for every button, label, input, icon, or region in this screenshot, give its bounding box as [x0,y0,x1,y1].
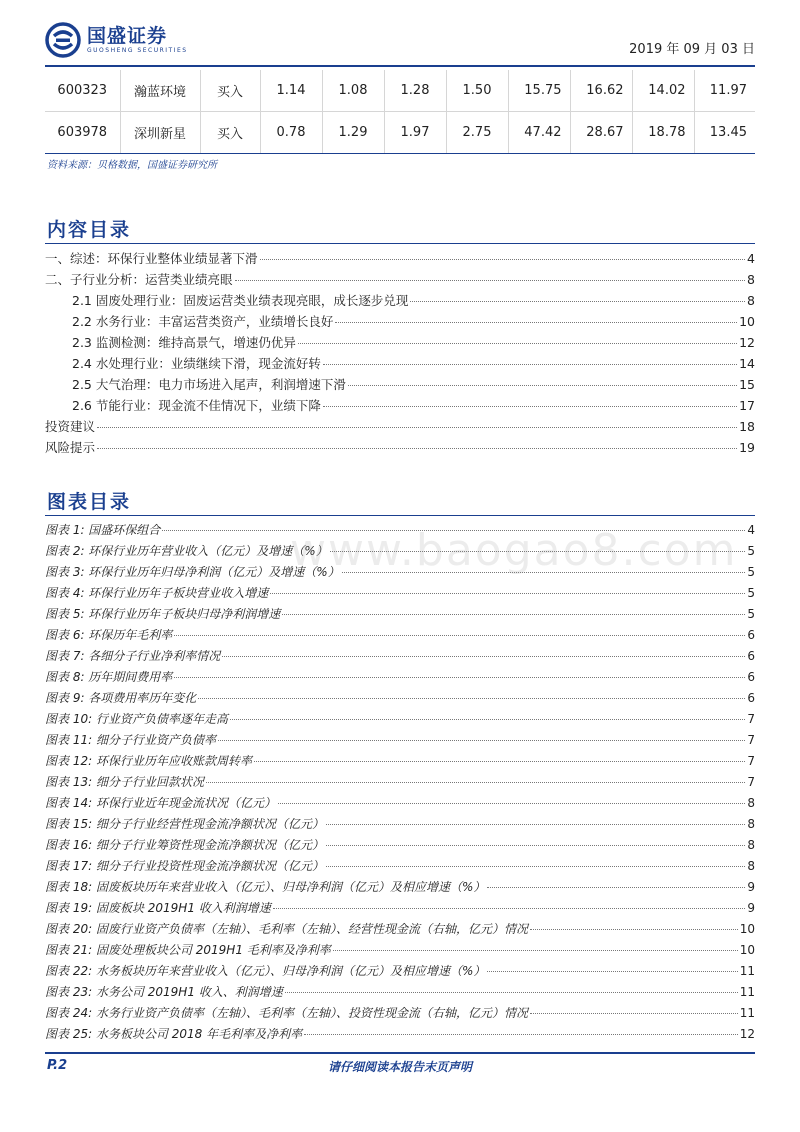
pe-value: 18.78 [632,112,694,154]
table-row [45,112,755,154]
contents-entry-page: 4 [747,251,755,266]
contents-entry[interactable] [45,312,755,333]
dot-leader [323,406,737,407]
figure-entry-page: 6 [747,628,755,642]
figure-entry[interactable] [45,752,755,773]
contents-entry-page: 19 [739,440,755,455]
dot-leader [487,971,737,972]
pe-value: 47.42 [508,112,570,154]
eps-value: 1.97 [384,112,446,154]
dot-leader [530,1013,738,1014]
figure-entry-label: 图表 4: 环保行业历年子板块营业收入增速 [45,586,269,600]
pe-value: 14.02 [632,70,694,112]
dot-leader [174,635,745,636]
pe-value: 13.45 [694,112,755,154]
figures-title: 图表目录 [47,491,132,513]
figure-entry-label: 图表 5: 环保行业历年子板块归母净利润增速 [45,607,281,621]
figure-entry-label: 图表 20: 固废行业资产负债率（左轴）、毛利率（左轴）、经营性现金流（右轴，亿元）情况 [45,922,528,936]
figure-entry-label: 图表 13: 细分子行业回款状况 [45,775,204,789]
figure-entry-label: 图表 11: 细分子行业资产负债率 [45,733,216,747]
brand-mark-icon [45,22,81,58]
figure-entry-label: 图表 17: 细分子行业投资性现金流净额状况（亿元） [45,859,324,873]
dot-leader [97,448,737,449]
eps-value: 1.50 [446,70,508,112]
contents-entry[interactable] [45,417,755,438]
dot-leader [530,929,738,930]
figure-entry-label: 图表 15: 细分子行业经营性现金流净额状况（亿元） [45,817,324,831]
dot-leader [335,322,737,323]
figure-entry-page: 6 [747,670,755,684]
figure-entry-page: 12 [739,1027,755,1041]
figure-entry[interactable] [45,647,755,668]
stock-rating-table [45,70,755,154]
figure-entry-page: 8 [747,796,755,810]
contents-entry-page: 18 [739,419,755,434]
dot-leader [222,656,745,657]
figure-entry-label: 图表 2: 环保行业历年营业收入（亿元）及增速（%） [45,544,328,558]
pe-value: 15.75 [508,70,570,112]
dot-leader [487,887,745,888]
stock-rating: 买入 [200,70,260,112]
contents-entry-label: 风险提示 [45,440,96,455]
report-date: 2019 年 09 月 03 日 [629,42,755,57]
dot-leader [410,301,745,302]
figure-entry-label: 图表 24: 水务行业资产负债率（左轴）、毛利率（左轴）、投资性现金流（右轴，亿元）情况 [45,1006,528,1020]
figure-entry[interactable] [45,773,755,794]
figure-entry[interactable] [45,584,755,605]
contents-entry[interactable] [45,270,755,291]
figure-entry-page: 11 [739,985,755,999]
figure-entry-page: 11 [739,964,755,978]
figure-entry-page: 9 [747,880,755,894]
dot-leader [278,803,745,804]
dot-leader [97,427,737,428]
figure-entry-page: 10 [739,943,755,957]
contents-entry[interactable] [45,396,755,417]
figure-entry-label: 图表 22: 水务板块历年来营业收入（亿元）、归母净利润（亿元）及相应增速（%） [45,964,486,978]
contents-entry-label: 投资建议 [45,419,96,434]
contents-entry[interactable] [45,438,755,459]
figure-entry-page: 7 [747,733,755,747]
contents-entry-page: 8 [747,272,755,287]
eps-value: 2.75 [446,112,508,154]
stock-rating: 买入 [200,112,260,154]
figure-entry-page: 7 [747,712,755,726]
footer-disclaimer: 请仔细阅读本报告末页声明 [327,1060,472,1074]
table-row [45,70,755,112]
figure-entry[interactable] [45,605,755,626]
figure-entry[interactable] [45,1004,755,1025]
figure-entry-label: 图表 23: 水务公司 2019H1 收入、利润增速 [45,985,283,999]
eps-value: 1.29 [322,112,384,154]
contents-entry-label: 2.1 固废处理行业：固废运营类业绩表现亮眼，成长逐步兑现 [72,293,409,308]
figure-entry-page: 6 [747,649,755,663]
contents-list [45,249,755,459]
dot-leader [285,992,738,993]
figure-entry-page: 8 [747,838,755,852]
figure-entry-page: 10 [739,922,755,936]
figure-entry[interactable] [45,689,755,710]
figure-entry-label: 图表 21: 固废处理板块公司 2019H1 毛利率及净利率 [45,943,331,957]
figure-entry-page: 8 [747,859,755,873]
figure-entry-label: 图表 8: 历年期间费用率 [45,670,173,684]
figure-entry[interactable] [45,815,755,836]
figure-entry-page: 7 [747,754,755,768]
dot-leader [270,593,745,594]
dot-leader [333,950,738,951]
figure-entry[interactable] [45,983,755,1004]
dot-leader [298,343,737,344]
contents-entry-label: 2.4 水处理行业：业绩继续下滑，现金流好转 [72,356,321,371]
figure-entry[interactable] [45,920,755,941]
contents-entry-page: 17 [739,398,755,413]
dot-leader [326,866,745,867]
dot-leader [260,259,746,260]
contents-entry-label: 2.6 节能行业：现金流不佳情况下，业绩下降 [72,398,321,413]
stock-name: 瀚蓝环境 [120,70,200,112]
contents-entry-label: 2.5 大气治理：电力市场进入尾声，利润增速下滑 [72,377,346,392]
figure-entry[interactable] [45,1025,755,1046]
dot-leader [254,761,745,762]
eps-value: 0.78 [260,112,322,154]
figure-entry-label: 图表 14: 环保行业近年现金流状况（亿元） [45,796,276,810]
footer-divider [45,1052,755,1054]
contents-divider [45,243,755,244]
dot-leader [230,719,745,720]
figure-entry[interactable] [45,899,755,920]
figure-entry-label: 图表 9: 各项费用率历年变化 [45,691,197,705]
stock-name: 深圳新星 [120,112,200,154]
dot-leader [198,698,745,699]
contents-entry[interactable] [45,291,755,312]
figure-entry-page: 7 [747,775,755,789]
dot-leader [235,280,746,281]
figure-entry-page: 4 [747,523,755,537]
stock-code: 600323 [45,70,120,112]
figure-entry-label: 图表 3: 环保行业历年归母净利润（亿元）及增速（%） [45,565,340,579]
contents-entry-label: 二、子行业分析：运营类业绩亮眼 [45,272,233,287]
figure-entry[interactable] [45,668,755,689]
contents-entry-label: 2.3 监测检测：维持高景气，增速仍优异 [72,335,296,350]
dot-leader [206,782,745,783]
pe-value: 16.62 [570,70,632,112]
figure-entry-label: 图表 10: 行业资产负债率逐年走高 [45,712,228,726]
figure-entry[interactable] [45,626,755,647]
dot-leader [326,845,745,846]
contents-entry-label: 一、综述：环保行业整体业绩显著下滑 [45,251,258,266]
dot-leader [174,677,745,678]
figure-entry-page: 5 [747,586,755,600]
brand-name-en: GUOSHENG SECURITIES [87,47,188,54]
contents-entry-page: 10 [739,314,755,329]
stock-code: 603978 [45,112,120,154]
brand-name: 国盛证券 [87,25,168,47]
figure-entry-label: 图表 19: 固废板块 2019H1 收入利润增速 [45,901,271,915]
eps-value: 1.14 [260,70,322,112]
dot-leader [348,385,737,386]
contents-entry[interactable] [45,354,755,375]
figure-entry-page: 8 [747,817,755,831]
figure-entry-label: 图表 7: 各细分子行业净利率情况 [45,649,221,663]
page-number: P.2 [47,1058,68,1073]
pe-value: 11.97 [694,70,755,112]
figure-entry-label: 图表 6: 环保历年毛利率 [45,628,173,642]
header-divider [45,65,755,67]
figure-entry-label: 图表 18: 固废板块历年来营业收入（亿元）、归母净利润（亿元）及相应增速（%） [45,880,486,894]
figure-entry-label: 图表 16: 细分子行业筹资性现金流净额状况（亿元） [45,838,324,852]
figure-entry[interactable] [45,878,755,899]
figure-entry[interactable] [45,836,755,857]
dot-leader [218,740,745,741]
figure-entry[interactable] [45,731,755,752]
figure-entry[interactable] [45,857,755,878]
dot-leader [282,614,745,615]
dot-leader [326,824,745,825]
figure-entry-label: 图表 25: 水务板块公司 2018 年毛利率及净利率 [45,1027,303,1041]
figure-entry[interactable] [45,794,755,815]
figure-entry-page: 9 [747,901,755,915]
contents-entry[interactable] [45,375,755,396]
figure-entry-page: 6 [747,691,755,705]
contents-entry-page: 12 [739,335,755,350]
figure-entry-page: 11 [739,1006,755,1020]
watermark: www.baogao8.com [290,525,738,576]
contents-entry[interactable] [45,249,755,270]
dot-leader [304,1034,738,1035]
figure-entry[interactable] [45,710,755,731]
figure-entry[interactable] [45,962,755,983]
figure-entry-page: 5 [747,544,755,558]
brand-logo [45,22,188,58]
figures-divider [45,515,755,516]
eps-value: 1.28 [384,70,446,112]
figure-entry-page: 5 [747,607,755,621]
contents-entry-page: 8 [747,293,755,308]
contents-entry-label: 2.2 水务行业：丰富运营类资产，业绩增长良好 [72,314,334,329]
eps-value: 1.08 [322,70,384,112]
figure-entry-label: 图表 12: 环保行业历年应收账款周转率 [45,754,252,768]
contents-entry-page: 15 [739,377,755,392]
page-header [45,22,755,64]
figure-entry[interactable] [45,941,755,962]
figures-list [45,521,755,1046]
dot-leader [323,364,737,365]
figure-entry-page: 5 [747,565,755,579]
dot-leader [273,908,746,909]
figure-entry-label: 图表 1: 国盛环保组合 [45,523,161,537]
contents-entry[interactable] [45,333,755,354]
table-source-note: 资料来源：贝格数据，国盛证券研究所 [47,160,217,171]
contents-title: 内容目录 [47,219,132,241]
pe-value: 28.67 [570,112,632,154]
contents-entry-page: 14 [739,356,755,371]
